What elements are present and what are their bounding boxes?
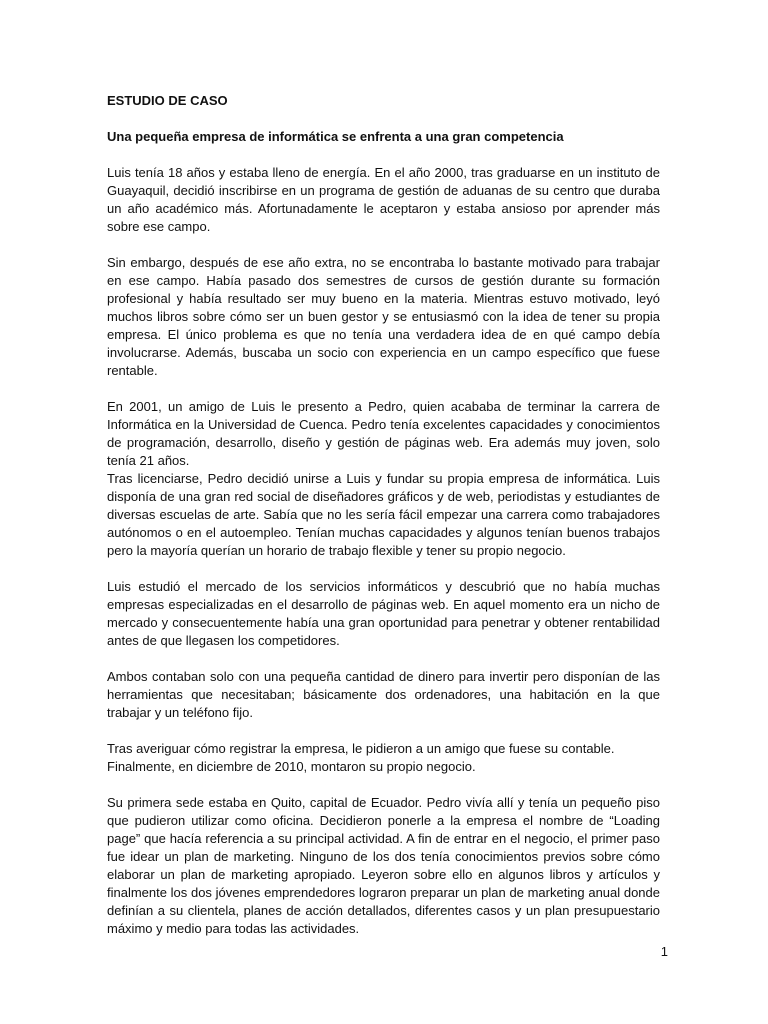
paragraph-market-study: Luis estudió el mercado de los servicios informáticos y descubrió que no había muchas empresas especializadas en el desarrollo de páginas web. En aquel momento era un nicho de mercado y consecuentemente había una gran oportunidad para penetrar y obtener rentabilidad antes de que llegasen los competidores.	[107, 579, 660, 648]
document-body	[107, 92, 660, 938]
paragraph-accountant: Tras averiguar cómo registrar la empresa, le pidieron a un amigo que fuese su contable.	[107, 741, 615, 756]
document-subtitle: Una pequeña empresa de informática se enfrenta a una gran competencia	[107, 129, 564, 144]
paragraph-luis-intro: Luis tenía 18 años y estaba lleno de energía. En el año 2000, tras graduarse en un instituto de Guayaquil, decidió inscribirse en un programa de gestión de aduanas de su centro que duraba un año académico más. Afortunadamente le aceptaron y estaba ansioso por aprender más sobre ese campo.	[107, 165, 660, 234]
paragraph-motivation: Sin embargo, después de ese año extra, no se encontraba lo bastante motivado para trabajar en ese campo. Había pasado dos semestres de cursos de gestión durante su formación profesional y había resultado ser muy bueno en la materia. Mientras estuvo motivado, leyó muchos libros sobre cómo ser un buen gestor y se entusiasmó con la idea de tener su propia empresa. El único problema es que no tenía una verdadera idea de en qué campo debía involucrarse. Además, buscaba un socio con experiencia en un campo específico que fuese rentable.	[107, 255, 660, 378]
document-heading: ESTUDIO DE CASO	[107, 93, 228, 108]
paragraph-first-office: Su primera sede estaba en Quito, capital de Ecuador. Pedro vivía allí y tenía un pequeño piso que pudieron utilizar como oficina. Decidieron ponerle a la empresa el nombre de “Loading page” que hacía referencia a su principal actividad. A fin de entrar en el negocio, el primer paso fue idear un plan de marketing. Ninguno de los dos tenía conocimientos previos sobre cómo elaborar un plan de marketing apropiado. Leyeron sobre ello en algunos libros y artículos y finalmente los dos jóvenes emprendedores lograron preparar un plan de marketing anual donde definían a su clientela, planes de acción detallados, diferentes casos y un plan presupuestario máximo y medio para todas las actividades.	[107, 795, 660, 936]
paragraph-resources: Ambos contaban solo con una pequeña cantidad de dinero para invertir pero disponían de las herramientas que necesitaban; básicamente dos ordenadores, una habitación en la que trabajar y un teléfono fijo.	[107, 669, 660, 720]
paragraph-partnership: Tras licenciarse, Pedro decidió unirse a Luis y fundar su propia empresa de informática. Luis disponía de una gran red social de diseñadores gráficos y de web, periodistas y estudiantes de diversas escuelas de arte. Sabía que no les sería fácil empezar una carrera como trabajadores autónomos o en el autoempleo. Tenían muchas capacidades y algunos tenían buenos trabajos pero la mayoría querían un horario de trabajo flexible y tener su propio negocio.	[107, 471, 660, 558]
paragraph-founding: Finalmente, en diciembre de 2010, montaron su propio negocio.	[107, 759, 476, 774]
page-number: 1	[660, 944, 668, 959]
paragraph-meets-pedro: En 2001, un amigo de Luis le presento a Pedro, quien acababa de terminar la carrera de Informática en la Universidad de Cuenca. Pedro tenía excelentes capacidades y conocimientos de programación, desarrollo, diseño y gestión de páginas web. Era además muy joven, solo tenía 21 años.	[107, 399, 660, 468]
